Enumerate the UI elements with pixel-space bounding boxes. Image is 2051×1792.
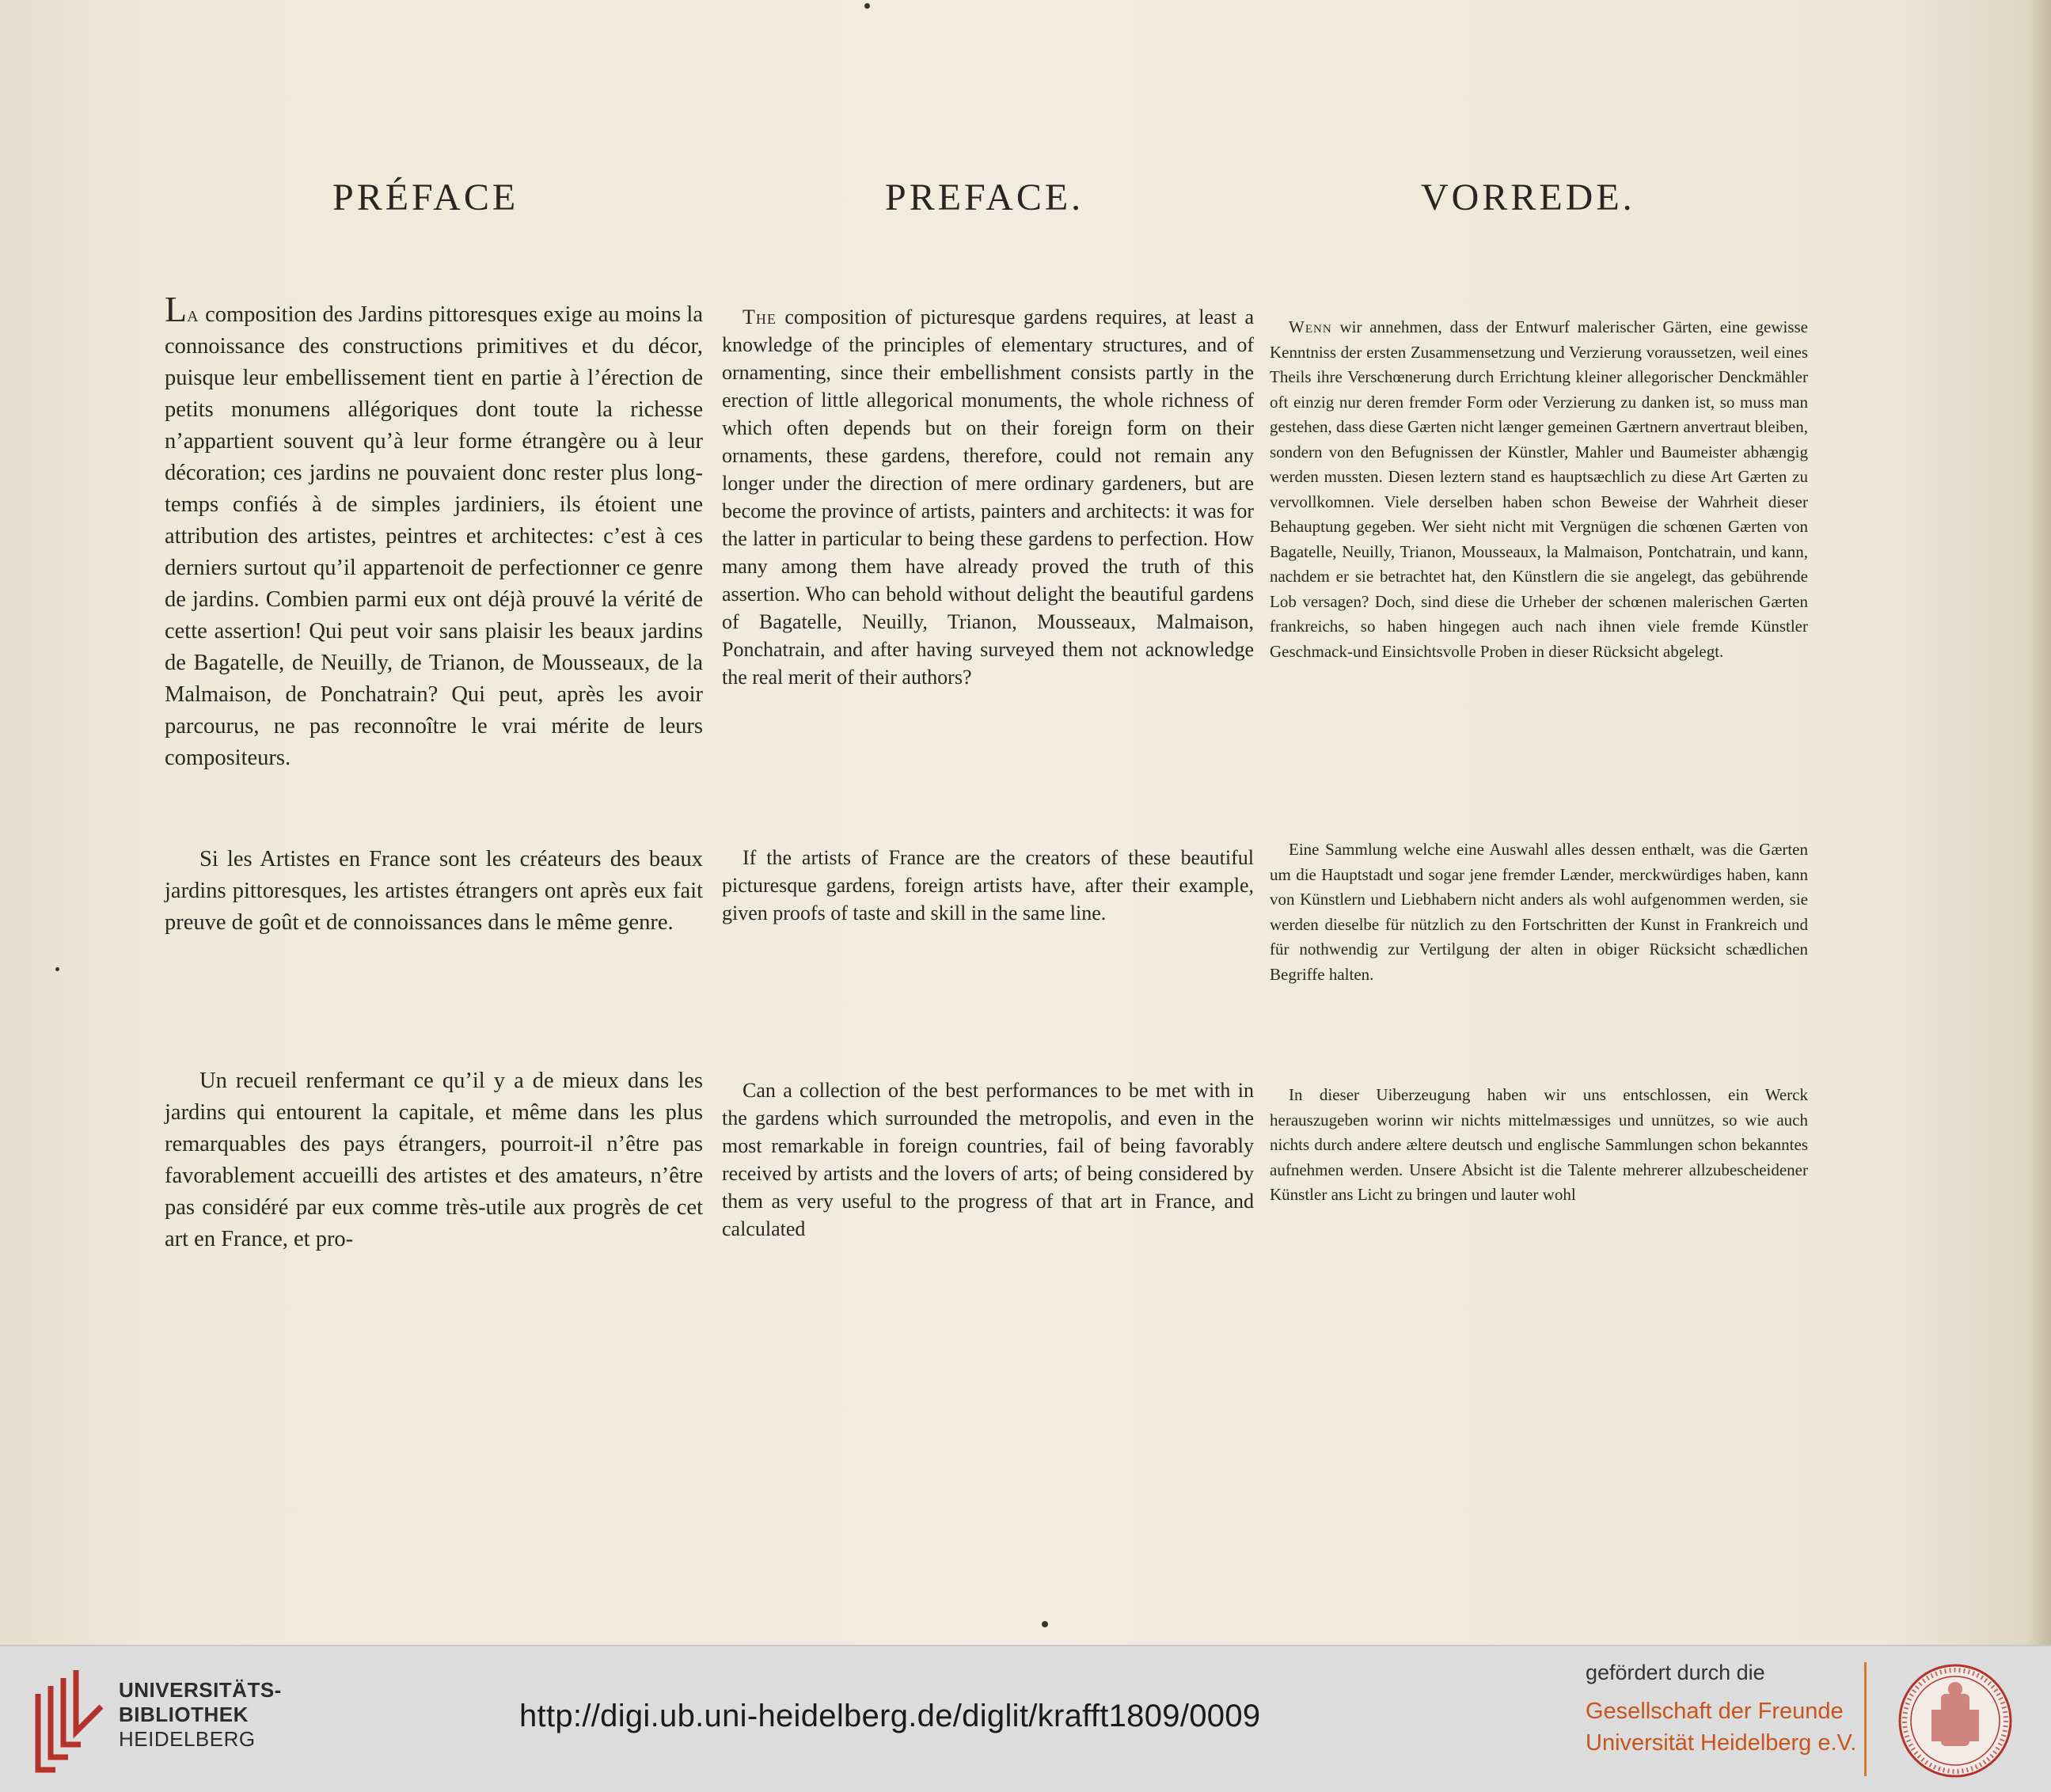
ink-speck bbox=[55, 967, 59, 971]
society-name-line-2: Universität Heidelberg e.V. bbox=[1586, 1730, 1857, 1756]
permalink-url[interactable]: http://digi.ub.uni-heidelberg.de/diglit/krafft1809/0009 bbox=[519, 1699, 1261, 1733]
english-paragraph-1 bbox=[722, 303, 1254, 691]
library-name-line-3: HEIDELBERG bbox=[119, 1727, 256, 1751]
english-paragraph-1-text: composition of picturesque gardens requires, at least a knowledge of the principles of elementary structures, and of ornamenting, since their embellishment consists partly in the erection of little allegorical monuments, the whole richness of which often depends but on their foreign form on their ornaments, these gardens, therefore, could not remain any longer under the direction of mere ordinary gardeners, but are become the province of artists, painters and architects: it was for the latter in particular to being these gardens to perfection. How many among them have already proved the truth of this assertion. Who can behold without delight the beautiful gardens of Bagatelle, Neuilly, Trianon, Mousseaux, Malmaison, Ponchatrain, and after having surveyed them not acknowledge the real merit of their authors? bbox=[722, 306, 1254, 689]
french-smallcaps: a bbox=[187, 302, 199, 327]
english-paragraph-2: If the artists of France are the creators of these beautiful picturesque gardens, foreign artists have, after their example, given proofs of taste and skill in the same line. bbox=[722, 846, 1254, 924]
library-name bbox=[119, 1678, 282, 1752]
german-paragraph-3: In dieser Uiberzeugung haben wir uns entschlossen, ein Werck herauszugeben worinn wir nichts mittelmæssiges und unnützes, so wie auch nichts durch andere æltere deutsch und englische Sammlungen schon bekanntes aufnehmen werden. Unsere Absicht ist die Talente mehrerer allzubescheidener Künstler ans Licht zu bringen und lauter wohl bbox=[1270, 1085, 1808, 1204]
french-paragraph-2: Si les Artistes en France sont les créateurs des beaux jardins pittoresques, les artistes étrangers ont après eux fait preuve de goût et de connoissances dans le même genre. bbox=[165, 847, 703, 935]
german-paragraph-2: Eine Sammlung welche eine Auswahl alles dessen enthælt, was die Gærten um die Hauptstadt und sogar jene fremder Lænder, merckwürdiges haben, kann von Künstlern und Liebhabern nicht anders als wohl aufgenommen werden, sie werden dieselbe für nützlich zu den Fortschritten der Kunst in Frankreich und für nothwendig zur Vertilgung der alten in obiger Rücksicht schædlichen Begriffe halten. bbox=[1270, 840, 1808, 984]
library-name-line-2: BIBLIOTHEK bbox=[119, 1703, 249, 1726]
french-paragraph-1-text: composition des Jardins pittoresques exige au moins la connoissance des constructions primitives et du décor, puisque leur embellissement tient en partie à l’érection de petits monumens allégoriques dont toute la richesse n’appartient souvent qu’à leur forme étrangère ou à leur décoration; ces jardins ne pouvaient donc rester plus long-temps confiés à de simples jardiniers, ils étoient une attribution des artistes, peintres et architectes: c’est à ces derniers surtout qu’il appartenoit de perfectionner ce genre de jardins. Combien parmi eux ont déjà prouvé la vérité de cette assertion! Qui peut voir sans plaisir les beaux jardins de Bagatelle, de Neuilly, de Trianon, de Mousseaux, de la Malmaison, de Ponchatrain? Qui peut, après les avoir parcourus, ne pas reconnoître le vrai mérite de leurs compositeurs. bbox=[165, 302, 703, 770]
library-logo-icon[interactable] bbox=[32, 1662, 108, 1776]
university-seal-icon[interactable] bbox=[1897, 1662, 2014, 1779]
german-paragraph-1-text: wir annehmen, dass der Entwurf malerischer Gärten, eine gewisse Kenntniss der ersten Zusammensetzung und Verzierung voraussetzen, weil eines Theils ihre Verschœnerung durch Errichtung kleiner allegorischer Denckmähler oft einzig nur deren fremder Form oder Verzierung zu danken ist, so muss man gestehen, dass diese Gærten nicht længer gemeinen Gærtnern anvertraut bleiben, sondern von den Befugnissen der Künstler, Mahler und Baumeister abhængig werden mussten. Diesen leztern stand es hauptsæchlich zu diese Art Gærten zu vervollkomnen. Viele derselben haben schon Beweise der Wahrheit dieser Behauptung gegeben. Wer sieht nicht mit Vergnügen die schœnen Gærten von Bagatelle, Neuilly, Trianon, Mousseaux, la Malmaison, Pontchatrain, und kann, nachdem er sie betrachtet hat, den Künstlern die sie angelegt, das gebührende Lob versagen? Doch, sind diese die Urheber der schœnen malerischen Gærten frankreichs, so haben hingegen auch nach ihnen viele fremde Künstler Geschmack-und Einsichtsvolle Proben in dieser Rücksicht abgelegt. bbox=[1270, 317, 1808, 661]
french-paragraph-1 bbox=[165, 291, 703, 774]
society-name-line-1: Gesellschaft der Freunde bbox=[1586, 1699, 1844, 1724]
german-paragraph-1 bbox=[1270, 315, 1808, 664]
french-paragraph-3: Un recueil renfermant ce qu’il y a de mieux dans les jardins qui entourent la capitale, et même dans les plus remarquables des pays étrangers, pourroit-il n’être pas favorablement accueilli des artistes et des amateurs, n’être pas considéré par eux comme très-utile aux progrès de cet art en France, et pro- bbox=[165, 1069, 703, 1251]
french-dropcap: L bbox=[165, 289, 188, 329]
heading-french: PRÉFACE bbox=[332, 177, 519, 218]
footer-bar bbox=[0, 1645, 2051, 1792]
society-name[interactable] bbox=[1586, 1695, 1856, 1759]
heading-english: PREFACE. bbox=[885, 177, 1084, 218]
footer-divider bbox=[1864, 1662, 1867, 1776]
ink-speck bbox=[864, 3, 870, 9]
ink-speck bbox=[1042, 1621, 1048, 1627]
english-paragraph-3: Can a collection of the best performances to be met with in the gardens which surrounded the metropolis, and even in the most remarkable in foreign countries, fail of being favorably received by artists and the lovers of arts; of being considered by them as very useful to the progress of that art in France, and calculated bbox=[722, 1079, 1254, 1240]
english-smallcaps: The bbox=[743, 306, 777, 328]
german-smallcaps: Wenn bbox=[1289, 317, 1332, 336]
heading-german: VORREDE. bbox=[1421, 177, 1635, 218]
funded-by-label: gefördert durch die bbox=[1586, 1661, 1765, 1684]
library-name-line-1: UNIVERSITÄTS- bbox=[119, 1678, 282, 1702]
